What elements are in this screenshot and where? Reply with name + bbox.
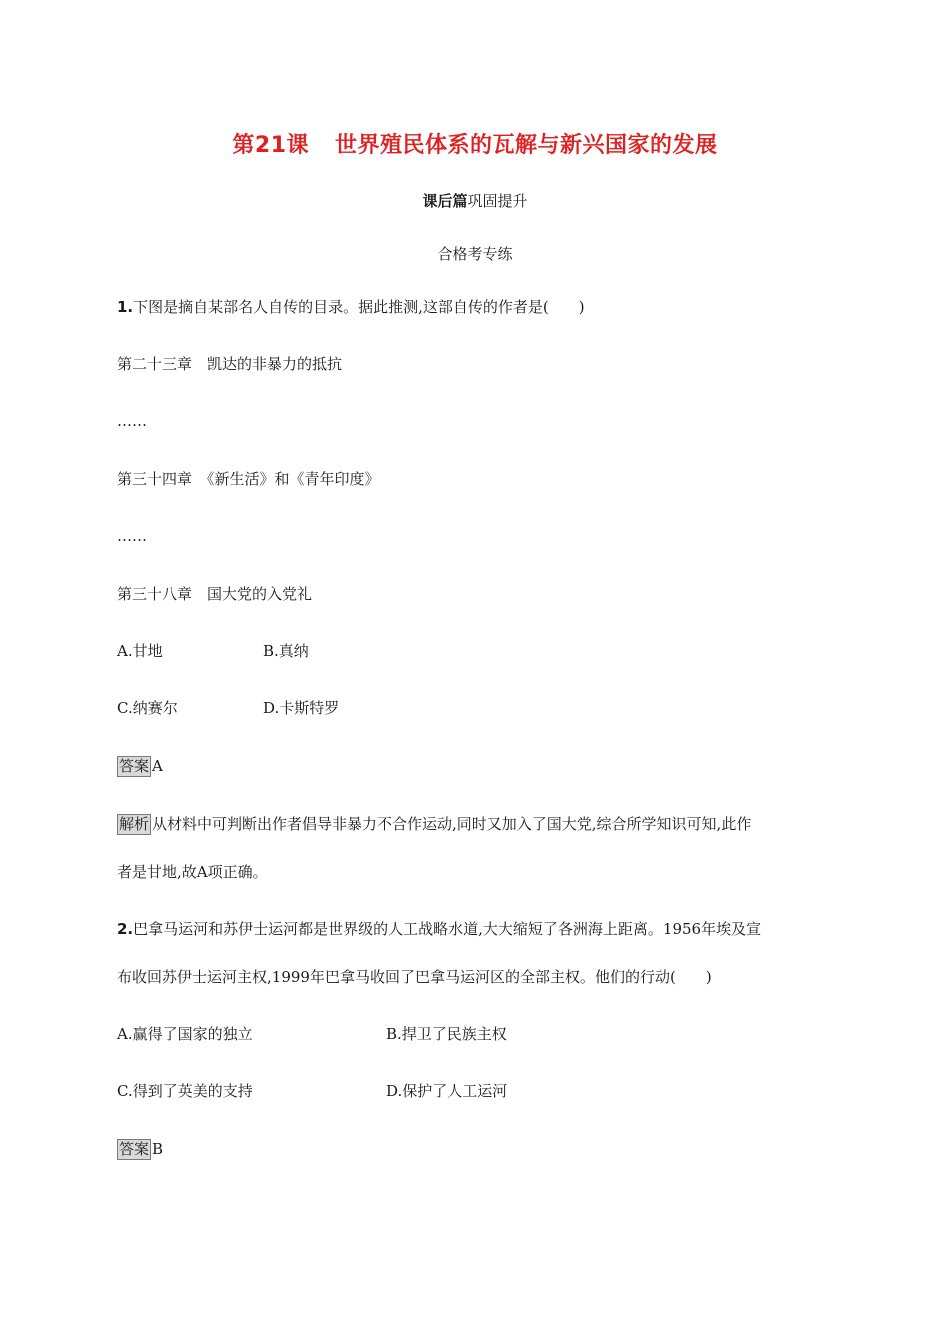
q2-stem-line-1 [117,918,761,940]
answer-tag: 答案 [119,757,150,775]
section-heading: 合格考专练 [437,245,513,263]
q1-answer-value: A [152,757,163,775]
page-title [0,128,950,159]
q1-stem-text: 下图是摘自某部名人自传的目录。据此推测,这部自传的作者是( [133,298,549,316]
analysis-tag: 解析 [119,815,150,833]
q2-answer [117,1138,163,1160]
q2-option-c: C.得到了英美的支持 [117,1082,253,1100]
q1-option-b: B.真纳 [263,642,309,660]
q2-option-a: A.赢得了国家的独立 [117,1025,253,1043]
q1-stem [117,296,585,318]
q2-stem-line-2 [117,966,712,988]
q1-toc-line-2: …… [117,412,147,430]
q2-stem-text-2: 布收回苏伊士运河主权,1999年巴拿马收回了巴拿马运河区的全部主权。他们的行动( [117,968,676,986]
lesson-number: 第21课 [232,133,310,158]
q2-stem-text-1: 巴拿马运河和苏伊士运河都是世界级的人工战略水道,大大缩短了各洲海上距离。1956年埃及宣 [133,920,762,938]
q1-option-d: D.卡斯特罗 [263,699,340,717]
q1-analysis-line-1 [117,813,751,835]
subtitle-rest: 巩固提升 [467,192,528,210]
lesson-topic: 世界殖民体系的瓦解与新兴国家的发展 [335,133,718,158]
q1-analysis-line-2: 者是甘地,故A项正确。 [117,863,268,881]
q2-answer-value: B [152,1140,164,1158]
q2-number: 2. [117,920,134,938]
q2-option-b: B.捍卫了民族主权 [386,1025,507,1043]
q1-number: 1. [117,298,134,316]
answer-tag: 答案 [119,1140,150,1158]
q1-answer [117,755,163,777]
q1-stem-end: ) [578,298,585,316]
subtitle-bold: 课后篇 [422,192,468,210]
q2-stem-end: ) [705,968,712,986]
q1-toc-line-1: 第二十三章 凯达的非暴力的抵抗 [117,355,343,373]
q2-option-d: D.保护了人工运河 [386,1082,508,1100]
q1-option-a: A.甘地 [117,642,163,660]
q1-option-c: C.纳赛尔 [117,699,178,717]
q1-toc-line-5: 第三十八章 国大党的入党礼 [117,585,313,603]
q1-toc-line-3: 第三十四章 《新生活》和《青年印度》 [117,470,380,488]
subtitle [0,190,950,211]
q1-analysis-text-1: 从材料中可判断出作者倡导非暴力不合作运动,同时又加入了国大党,综合所学知识可知,此作 [152,815,752,833]
q1-toc-line-4: …… [117,527,147,545]
